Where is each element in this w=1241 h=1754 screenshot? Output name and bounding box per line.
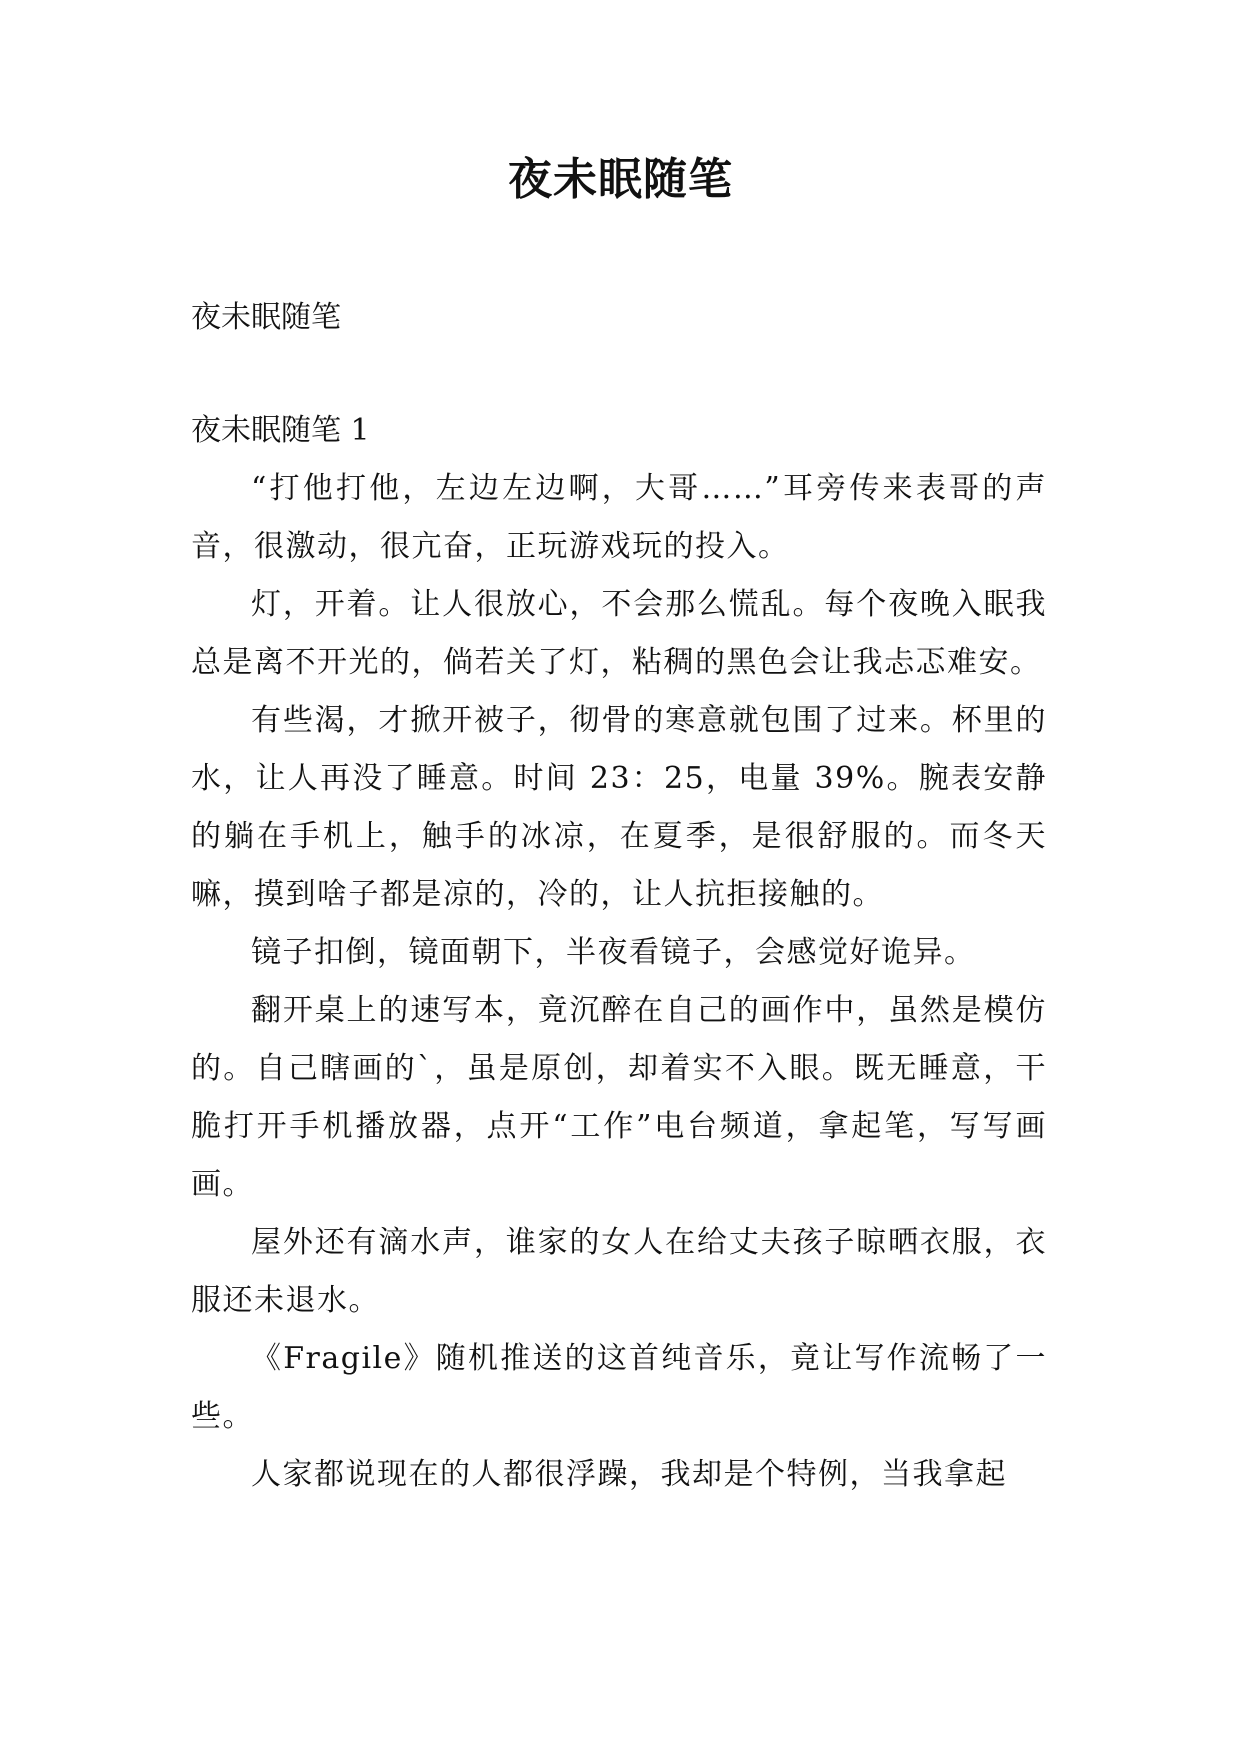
paragraph: 灯，开着。让人很放心，不会那么慌乱。每个夜晚入眠我总是离不开光的，倘若关了灯，粘稠的黑色会让我忐忑难安。 [191, 587, 1047, 680]
paragraph: “打他打他，左边左边啊，大哥……”耳旁传来表哥的声音，很激动，很亢奋，正玩游戏玩的投入。 [191, 471, 1047, 564]
document-title: 夜未眠随笔 [508, 154, 733, 205]
paragraph: 镜子扣倒，镜面朝下，半夜看镜子，会感觉好诡异。 [251, 935, 976, 970]
paragraph: 《Fragile》随机推送的这首纯音乐，竟让写作流畅了一些。 [191, 1341, 1047, 1434]
section-heading: 夜未眠随笔 1 [191, 413, 370, 448]
paragraph: 有些渴，才掀开被子，彻骨的寒意就包围了过来。杯里的水，让人再没了睡意。时间 23：25，电量 39%。腕表安静的躺在手机上，触手的冰凉，在夏季，是很舒服的。而冬天嘛，摸到啥子都是凉的，冷的，让人抗拒接触的。 [191, 703, 1047, 912]
paragraph: 翻开桌上的速写本，竟沉醉在自己的画作中，虽然是模仿的。自己瞎画的`，虽是原创，却着实不入眼。既无睡意，干脆打开手机播放器，点开“工作”电台频道，拿起笔，写写画画。 [191, 993, 1047, 1202]
paragraph: 人家都说现在的人都很浮躁，我却是个特例，当我拿起 [251, 1457, 1007, 1492]
paragraph: 屋外还有滴水声，谁家的女人在给丈夫孩子晾晒衣服，衣服还未退水。 [191, 1225, 1047, 1318]
document-subtitle: 夜未眠随笔 [191, 300, 341, 335]
essay-section [191, 402, 1047, 1504]
